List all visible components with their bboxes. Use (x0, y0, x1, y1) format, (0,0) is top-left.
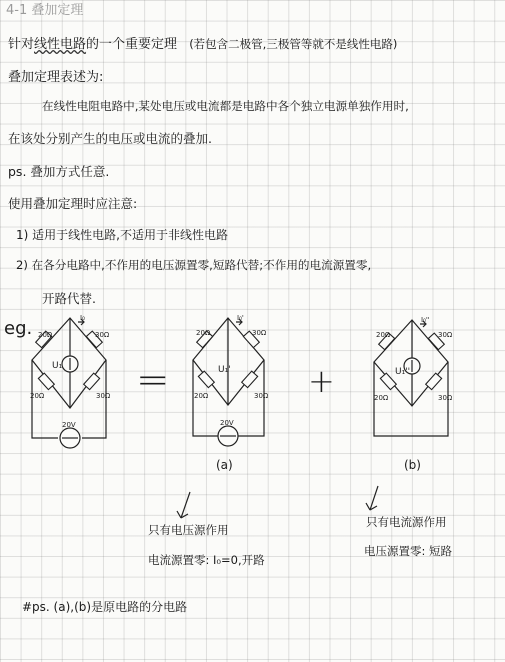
arrow-a-icon (177, 492, 190, 518)
label-a-voltage: U₁' (218, 365, 231, 375)
label-r-bl: 20Ω (30, 392, 45, 400)
label-a-r-bl: 20Ω (194, 392, 209, 400)
caution-item-2-cont: 开路代替. (42, 291, 96, 306)
circuit-b (374, 316, 453, 436)
label-b-r-tl: 20Ω (376, 331, 391, 339)
resistor-b-br (426, 373, 442, 390)
circuit-main (30, 314, 111, 448)
label-b-r-br: 30Ω (438, 394, 453, 402)
label-source: 20V (62, 421, 76, 429)
caution-heading: 使用叠加定理时应注意: (8, 196, 138, 211)
intro-prefix: 针对 (8, 37, 35, 52)
label-b-r-bl: 20Ω (374, 394, 389, 402)
caution-item-2: 2) 在各分电路中,不作用的电压源置零,短路代替;不作用的电流源置零, (16, 258, 372, 272)
label-b-voltage: U₁'' (395, 367, 411, 377)
label-a-current: I₀' (237, 314, 244, 322)
resistor-bl (38, 373, 54, 390)
resistor-br (84, 373, 100, 390)
statement-line-2: 在该处分别产生的电压或电流的叠加. (8, 131, 212, 146)
note-b-line-2: 电压源置零: 短路 (364, 544, 453, 558)
label-a-r-tr: 30Ω (252, 329, 267, 337)
resistor-b-bl (380, 373, 396, 390)
statement-line-1: 在线性电阻电路中,某处电压或电流都是电路中各个独立电源单独作用时, (42, 99, 409, 113)
intro-emphasis: 线性电路 (34, 37, 87, 52)
label-current: I₀ (80, 314, 85, 322)
label-b-current: I₀'' (421, 316, 430, 324)
note-a-line-2: 电流源置零: I₀=0,开路 (148, 553, 265, 567)
plus-sign: + (308, 362, 335, 400)
caption-b: (b) (404, 458, 421, 472)
caption-a: (a) (216, 458, 233, 472)
equals-sign: = (136, 357, 170, 403)
resistor-a-bl (198, 371, 214, 388)
label-r-tl: 20Ω (38, 331, 53, 339)
label-r-br: 30Ω (96, 392, 111, 400)
caution-item-1: 1) 适用于线性电路,不适用于非线性电路 (16, 228, 228, 242)
intro-note: (若包含二极管,三极管等就不是线性电路) (189, 37, 398, 51)
statement-heading: 叠加定理表述为: (8, 70, 104, 85)
note-b-line-1: 只有电流源作用 (366, 515, 447, 529)
label-a-r-tl: 20Ω (196, 329, 211, 337)
ps-note: ps. 叠加方式任意. (8, 164, 110, 179)
intro-rest: 的一个重要定理 (86, 37, 178, 52)
example-label: eg. (4, 318, 33, 339)
circuit-a (193, 314, 269, 446)
label-a-source: 20V (220, 419, 234, 427)
note-a-line-1: 只有电压源作用 (148, 523, 229, 537)
section-title: 4-1 叠加定理 (6, 3, 84, 18)
label-a-r-br: 30Ω (254, 392, 269, 400)
label-voltage: U₁ (52, 361, 63, 371)
arrow-b-icon (366, 486, 378, 510)
footer-note: #ps. (a),(b)是原电路的分电路 (22, 600, 188, 614)
label-r-tr: 30Ω (95, 331, 110, 339)
label-b-r-tr: 30Ω (438, 331, 453, 339)
resistor-a-br (242, 371, 258, 388)
